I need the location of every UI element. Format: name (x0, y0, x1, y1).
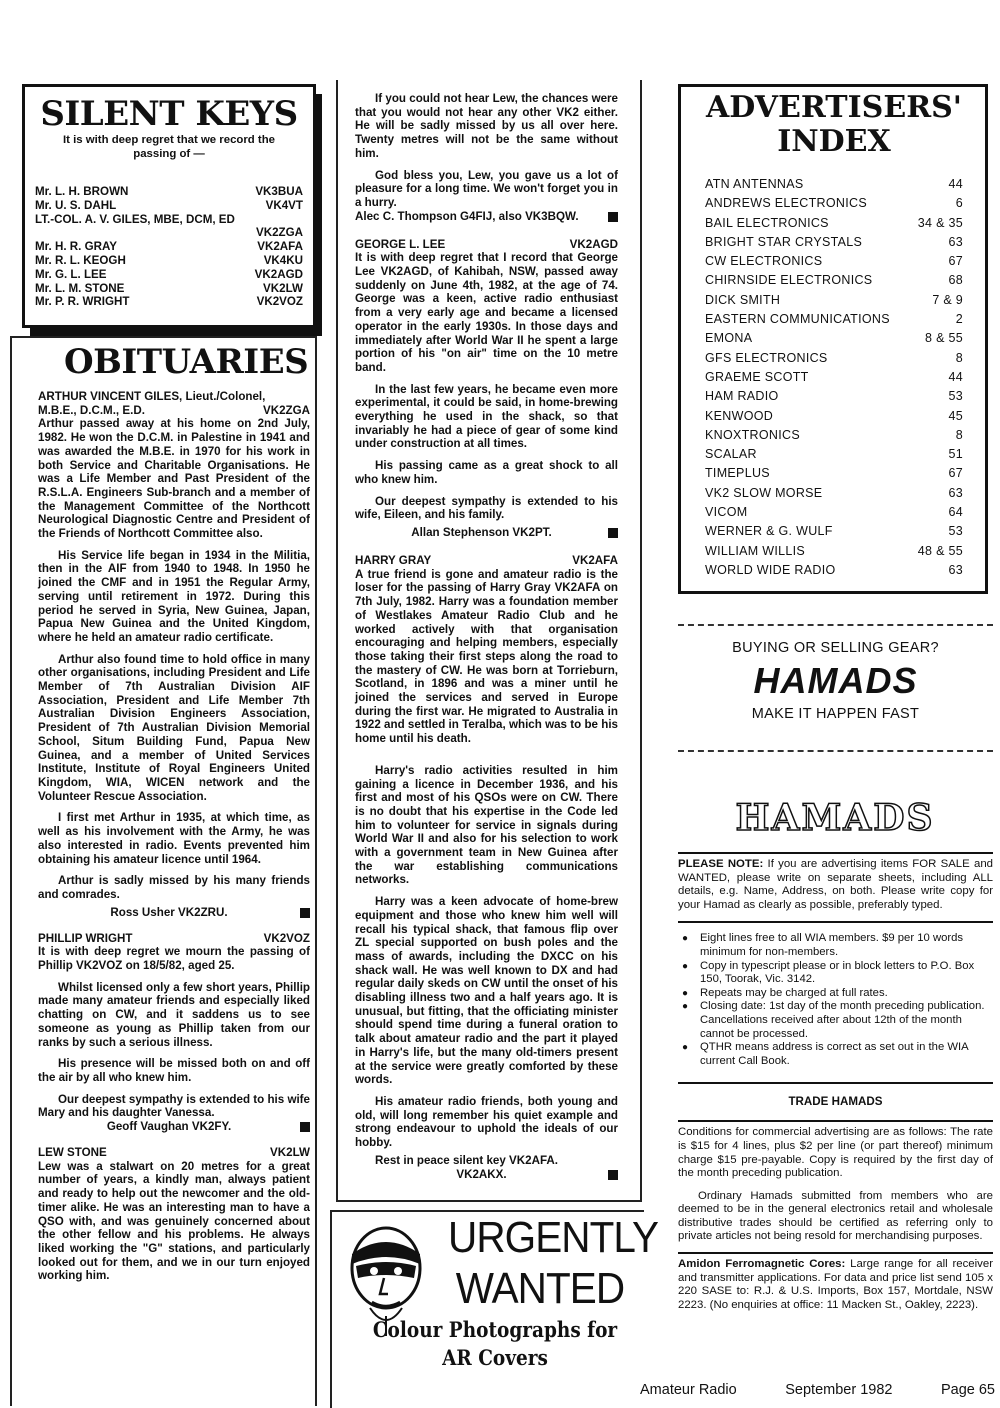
obituary-paragraph: It is with deep regret that I record that George Lee VK2AGD, of Kahibah, NSW, passed away suddenly on June 4th, 1982, at the age of 74. George was a keen, active radio enthusiast from a very early age and became a licensed operator in the early 1930s. In those days and immediately after World War II he spent a large portion of his "on air" time on the 10 metre band. (355, 251, 618, 374)
obituary-gray-heading: HARRY GRAY VK2AFA (355, 553, 618, 567)
obituary-giles-heading: ARTHUR VINCENT GILES, Lieut./Colonel, (38, 390, 266, 403)
obituary-paragraph: Arthur passed away at his home on 2nd July, 1982. He won the D.C.M. in Palestine in 1941 and was awarded the M.B.E. in 1970 for his work in both Service and Charitable Organisations. He was a Life Member and Past President of the R.S.L.A. Engineers Sub-branch and a member of the Management Committee of the Northcott Neurological Diagnostic Centre and President of the Friends of Northcott Committee also. (38, 417, 310, 541)
obituary-paragraph: Arthur also found time to hold office in many other organisations, including President and Life Member of 7th Australian Division AIF Association, President and Life Member 7th Australian Division Engineers Association, President of 7th Australian Division Memorial School, Situm Building Fund, Papua New Guinea, and a member of United Services Institute, Institute of Royal Engineers United Kingdom, WIA, WICEN network and the Volunteer Rescue Association. (38, 652, 310, 803)
advertiser-row: CW ELECTRONICS 67 (705, 254, 963, 269)
advertiser-row: TIMEPLUS 67 (705, 466, 963, 481)
end-mark-icon (608, 212, 618, 222)
end-mark-icon (300, 908, 310, 918)
silent-key-row: VK2ZGA (255, 226, 303, 240)
silent-keys-title: SILENT KEYS (40, 94, 298, 134)
advertiser-row: VK2 SLOW MORSE 63 (705, 485, 963, 500)
obituary-paragraph: I first met Arthur in 1935, at which time, as well as his involvement with the Army, he was also interested in radio. Events prevented him obtaining his amateur licence until 1964. (38, 811, 310, 866)
end-mark-icon (608, 1170, 618, 1180)
footer-date: September 1982 (785, 1382, 893, 1398)
silent-key-row: Mr. U. S. DAHL VK4VT (35, 198, 303, 212)
hamads-logo: HAMADS (735, 797, 935, 839)
hamads-rule: ● Closing date: 1st day of the month preceding publication. Cancellations received after about 12th of the month cannot be processed. (678, 1000, 993, 1041)
hamads-rule: ● QTHR means address is correct as set out in the WIA current Call Book. (678, 1041, 993, 1068)
obituary-paragraph: Harry's radio activities resulted in him gaining a licence in December 1936, and his first and most of his QSOs were on CW. There is no doubt that his expertise in the Code led him to volunteer for service in signals during World War II and also for his selection to work with a government team in New Guinea after the war establishing communications networks. (355, 763, 618, 887)
advertiser-row: DICK SMITH 7 & 9 (705, 292, 963, 307)
obituary-stone-heading: LEW STONE VK2LW (38, 1146, 310, 1160)
silent-key-row: LT.-COL. A. V. GILES, MBE, DCM, ED (35, 212, 235, 226)
obituary-signature: Geoff Vaughan VK2FY. (38, 1120, 310, 1134)
silent-key-row: Mr. G. L. LEE VK2AGD (35, 267, 303, 281)
hamads-ad-tagline: MAKE IT HAPPEN FAST (751, 706, 920, 722)
hamads-rules-list (678, 932, 993, 1068)
trade-hamads-conditions: Conditions for commercial advertising are as follows: The rate is $15 for 4 lines, plus $2 per line (or part thereof) minimum charge $15 pre-payable. Copy is required by the first day of the month preceding publication. (678, 1126, 993, 1180)
footer-publication: Amateur Radio (640, 1382, 737, 1398)
silent-key-row: Mr. L. M. STONE VK2LW (35, 281, 303, 295)
silent-key-row: Mr. L. H. BROWN VK3BUA (35, 185, 303, 198)
advertisers-index-title: ADVERTISERS' INDEX (706, 90, 962, 159)
obituary-wright-heading: PHILLIP WRIGHT VK2VOZ (38, 931, 310, 945)
silent-keys-box (22, 84, 316, 328)
advertiser-row: ANDREWS ELECTRONICS 6 (705, 196, 963, 211)
trade-hamads-title: TRADE HAMADS (788, 1095, 883, 1109)
obituary-paragraph: It is with deep regret we mourn the passing of Phillip VK2VOZ on 18/5/82, aged 25. (38, 945, 310, 973)
obituary-paragraph: His passing came as a great shock to all who knew him. (355, 459, 618, 486)
silent-key-row: Mr. H. R. GRAY VK2AFA (35, 240, 303, 254)
advertiser-row: WERNER & G. WULF 53 (705, 524, 963, 539)
obituary-signature: Ross Usher VK2ZRU. (38, 906, 310, 920)
advertiser-row: SCALAR 51 (705, 447, 963, 462)
advertiser-row: VICOM 64 (705, 505, 963, 520)
hamads-rule: ● Eight lines free to all WIA members. $9 per 10 words minimum for non-members. (678, 932, 993, 959)
advertiser-row: ATN ANTENNAS 44 (705, 177, 963, 191)
end-mark-icon (608, 528, 618, 538)
obituary-paragraph: Arthur is sadly missed by his many friends and comrades. (38, 874, 310, 901)
end-mark-icon (300, 1122, 310, 1132)
obituary-paragraph: His Service life began in 1934 in the Militia, then in the AIF from 1940 to 1948. In 1950 he joined the CMF and in 1951 the Regular Army, serving until retirement in 1972. During this period he served in Syria, New Guinea, Japan, Papua New Guinea and the United Kingdom, where he held an amateur radio certificate. (38, 548, 310, 644)
silent-keys-intro: It is with deep regret that we record the passing of — (62, 134, 276, 160)
urgently-headline: URGENTLY WANTED (448, 1213, 659, 1313)
advertiser-row: KNOXTRONICS 8 (705, 427, 963, 442)
obituary-paragraph: A true friend is gone and amateur radio is the loser for the passing of Harry Gray VK2AFA on 7th July, 1982. Harry was a foundation member of Westlakes Amateur Radio Club and he worked actively with that organisation encouraging and helping members, especially those taking their first steps along the road to the mastery of CW. He was born at Torrieburn, Scotland, in 1896 and was a miner until he joined the services and served in Europe during the first war. He migrated to Australia in 1922 and settled in Teralba, which was to be his home until his death. (355, 567, 618, 746)
obituary-signature: Alec C. Thompson G4FIJ, also VK3BQW. (355, 210, 618, 224)
urgently-subtitle: Colour Photographs for AR Covers (372, 1317, 618, 1370)
advertiser-row: HAM RADIO 53 (705, 389, 963, 404)
hamads-ad (678, 638, 993, 724)
obituary-paragraph: Lew was a stalwart on 20 metres for a great number of years, a kindly man, always patient and ready to help out the newcomer and the old-timer alike. He was an interesting man to have a QSO with, and was genuinely concerned about the other fellow and his problems. He always liked working the "G" stations, and particularly looked out for them, and we in our turn enjoyed working him. (38, 1159, 310, 1283)
obituary-paragraph: Whilst licensed only a few short years, Phillip made many amateur friends and especially liked chatting on CW, and it saddens us to see someone as young as Phillip taken from our ranks by such a serious illness. (38, 980, 310, 1049)
advertiser-row: GRAEME SCOTT 44 (705, 369, 963, 384)
amidon-notice: Amidon Ferromagnetic Cores: Large range for all receiver and transmitter applications. For data and price list send 105 x 220 SASE to: R.J. & U.S. Imports, Box 157, Mortdale, NSW 2223. (No enquiries at office: 11 Macken St., Oakley, 2223). (678, 1258, 993, 1311)
obituary-paragraph: Our deepest sympathy is extended to his wife, Eileen, and his family. (355, 494, 618, 522)
hamads-rule: ● Repeats may be charged at full rates. (678, 987, 993, 1001)
obituary-signature: Allan Stephenson VK2PT. (355, 526, 618, 540)
advertiser-row: EMONA 8 & 55 (705, 331, 963, 346)
advertiser-row: WILLIAM WILLIS 48 & 55 (705, 543, 963, 558)
hamads-rule: ● Copy in typescript please or in block letters to P.O. Box 150, Toorak, Vic. 3142. (678, 960, 993, 987)
obituary-paragraph: His amateur radio friends, both young and old, will long remember his quiet example and strong endeavour to uphold the ideals of our hobby. (355, 1095, 618, 1150)
silent-key-row: Mr. P. R. WRIGHT VK2VOZ (35, 295, 303, 309)
advertiser-row: GFS ELECTRONICS 8 (705, 350, 963, 365)
obituary-paragraph: In the last few years, he became even more experimental, it could be said, in home-brewing everything he used in the shack, so that invariably he had a piece of gear of some kind under construction at all times. (355, 382, 618, 451)
advertisers-index-box (678, 84, 988, 594)
obituary-paragraph: If you could not hear Lew, the chances were that you would not hear any other VK2 either. He will be sadly missed by us all over here. Twenty metres will not be the same without him. (355, 92, 618, 160)
hamads-ad-question: BUYING OR SELLING GEAR? (732, 640, 939, 656)
obituary-paragraph: God bless you, Lew, you gave us a lot of pleasure for a long time. We won't forget you in a hurry. (355, 168, 618, 209)
hamads-ad-top-rule (678, 624, 993, 626)
trade-hamads-ordinary: Ordinary Hamads submitted from members who are deemed to be in the general electronics retail and wholesale distributive trades should be certified as referring only to private articles not being resold for merchandising purposes. (678, 1189, 993, 1243)
hamads-ad-bottom-rule (678, 750, 993, 752)
advertiser-row: EASTERN COMMUNICATIONS 2 (705, 312, 963, 327)
obituary-paragraph: His presence will be missed both on and off the air by all who knew him. (38, 1057, 310, 1084)
page-footer (640, 1380, 995, 1400)
advertiser-row: BAIL ELECTRONICS 34 & 35 (705, 215, 963, 230)
hamads-note: PLEASE NOTE: If you are advertising items FOR SALE and WANTED, please write on separate sheets, including ALL details, e.g. Name, Address, on both. Please write copy for your Hamad as clearly as possible, preferably typed. (678, 858, 993, 911)
obituary-signature: VK2AKX. (355, 1168, 618, 1182)
advertiser-row: WORLD WIDE RADIO 63 (705, 562, 963, 577)
advertiser-row: KENWOOD 45 (705, 408, 963, 423)
obituary-lee-heading: GEORGE L. LEE VK2AGD (355, 237, 618, 251)
obituary-paragraph: Our deepest sympathy is extended to his wife Mary and his daughter Vanessa. (38, 1092, 310, 1120)
footer-page-number: Page 65 (940, 1382, 995, 1398)
silent-key-row: Mr. R. L. KEOGH VK4KU (35, 253, 303, 267)
obituaries-title: OBITUARIES (64, 342, 309, 382)
obituary-paragraph: Harry was a keen advocate of home-brew equipment and those who knew him well will recall his typical shack, that famous flip over ZL special supported on bush poles and the mass of awards, including the DXCC on his shack wall. He was well known to DX and had regular daily skeds on CW until the onset of his disabling illness two and a half years ago. It is unusual, but fitting, that the officiating minister should spend time during a funeral oration to talk about amateur radio and the part it played in Harry's life, but the many old-timers present at the service were greatly comforted by these words. (355, 895, 618, 1087)
hamads-ad-brand: HAMADS (753, 660, 918, 701)
obituary-paragraph: Rest in peace silent key VK2AFA. (375, 1153, 558, 1167)
advertiser-row: BRIGHT STAR CRYSTALS 63 (705, 234, 963, 249)
advertiser-row: CHIRNSIDE ELECTRONICS 68 (705, 273, 963, 288)
